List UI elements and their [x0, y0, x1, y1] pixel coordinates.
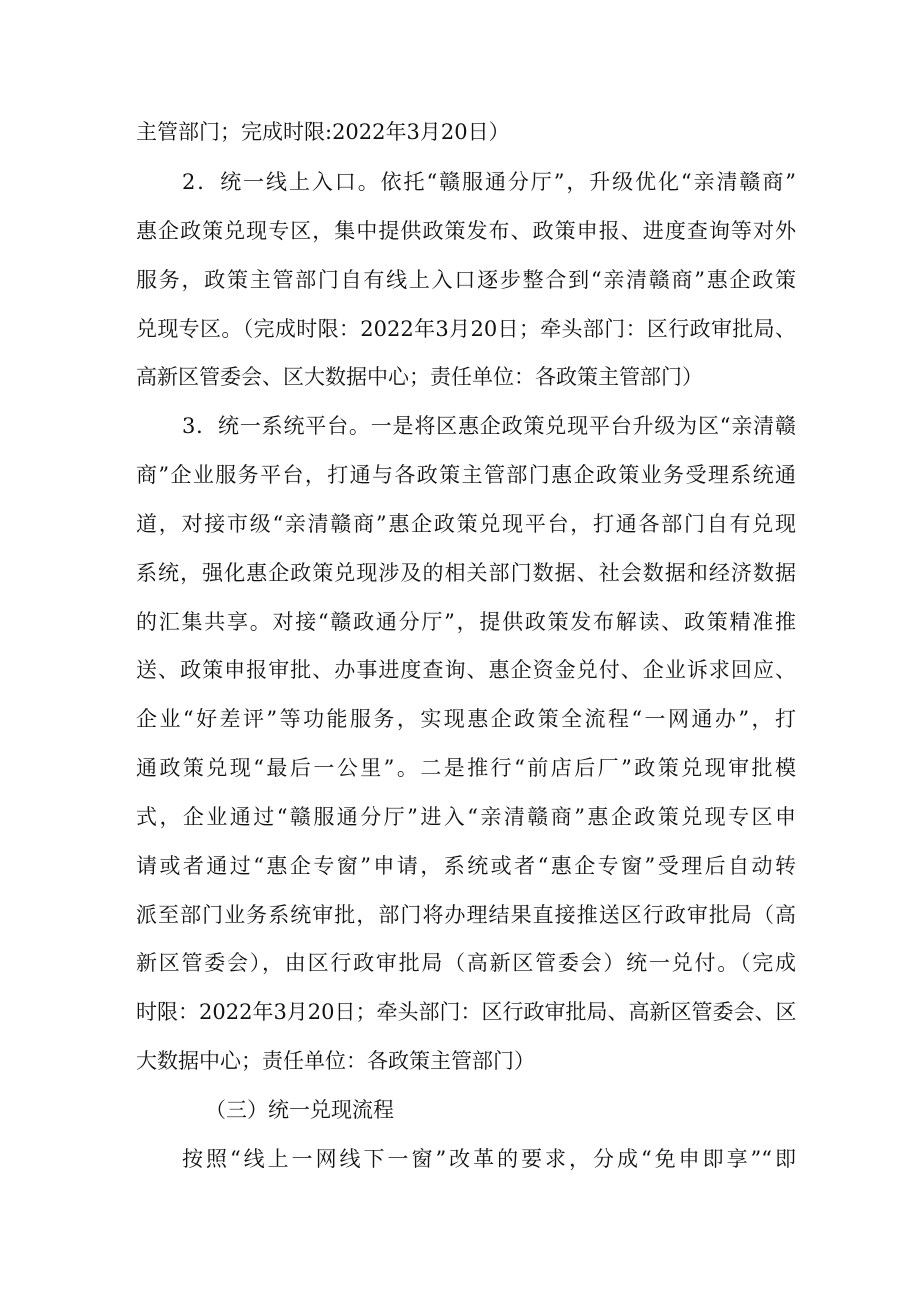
section-heading: （三）统一兑现流程 — [205, 1098, 394, 1122]
text-line-4: 服务，政策主管部门自有线上入口逐步整合到“亲清赣商”惠企政策 — [136, 268, 796, 292]
text-line-2: 2．统一线上入口。依托“赣服通分厅”，升级优化“亲清赣商” — [182, 170, 796, 194]
text-line-15: 式，企业通过“赣服通分厅”进入“亲清赣商”惠企政策兑现专区申 — [136, 805, 796, 829]
text-line-11: 的汇集共享。对接“赣政通分厅”，提供政策发布解读、政策精准推 — [136, 610, 796, 634]
text-line-16: 请或者通过“惠企专窗”申请，系统或者“惠企专窗”受理后自动转 — [136, 854, 796, 878]
text-line-18: 新区管委会），由区行政审批局（高新区管委会）统一兑付。（完成 — [136, 951, 796, 975]
text-line-6: 高新区管委会、区大数据中心；责任单位：各政策主管部门） — [136, 365, 703, 389]
text-line-19: 时限：2022年3月20日；牵头部门：区行政审批局、高新区管委会、区 — [136, 1000, 797, 1024]
text-line-20: 大数据中心；责任单位：各政策主管部门） — [136, 1049, 535, 1073]
text-line-14: 通政策兑现“最后一公里”。二是推行“前店后厂”政策兑现审批模 — [136, 756, 796, 780]
text-line-1: 主管部门；完成时限:2022年3月20日） — [136, 120, 510, 144]
text-line-13: 企业“好差评”等功能服务，实现惠企政策全流程“一网通办”，打 — [136, 707, 796, 731]
text-line-3: 惠企政策兑现专区，集中提供政策发布、政策申报、进度查询等对外 — [136, 219, 796, 243]
text-line-12: 送、政策申报审批、办事进度查询、惠企资金兑付、企业诉求回应、 — [136, 658, 796, 682]
text-line-17: 派至部门业务系统审批，部门将办理结果直接推送区行政审批局（高 — [136, 903, 796, 927]
text-line-9: 道，对接市级“亲清赣商”惠企政策兑现平台，打通各部门自有兑现 — [136, 512, 796, 536]
text-line-7: 3．统一系统平台。一是将区惠企政策兑现平台升级为区“亲清赣 — [182, 414, 796, 438]
text-line-5: 兑现专区。（完成时限：2022年3月20日；牵头部门：区行政审批局、 — [136, 317, 796, 341]
text-line-22: 按照“线上一网线下一窗”改革的要求，分成“免申即享”“即 — [182, 1147, 796, 1171]
text-line-8: 商”企业服务平台，打通与各政策主管部门惠企政策业务受理系统通 — [136, 463, 796, 487]
text-line-10: 系统，强化惠企政策兑现涉及的相关部门数据、社会数据和经济数据 — [136, 561, 796, 585]
